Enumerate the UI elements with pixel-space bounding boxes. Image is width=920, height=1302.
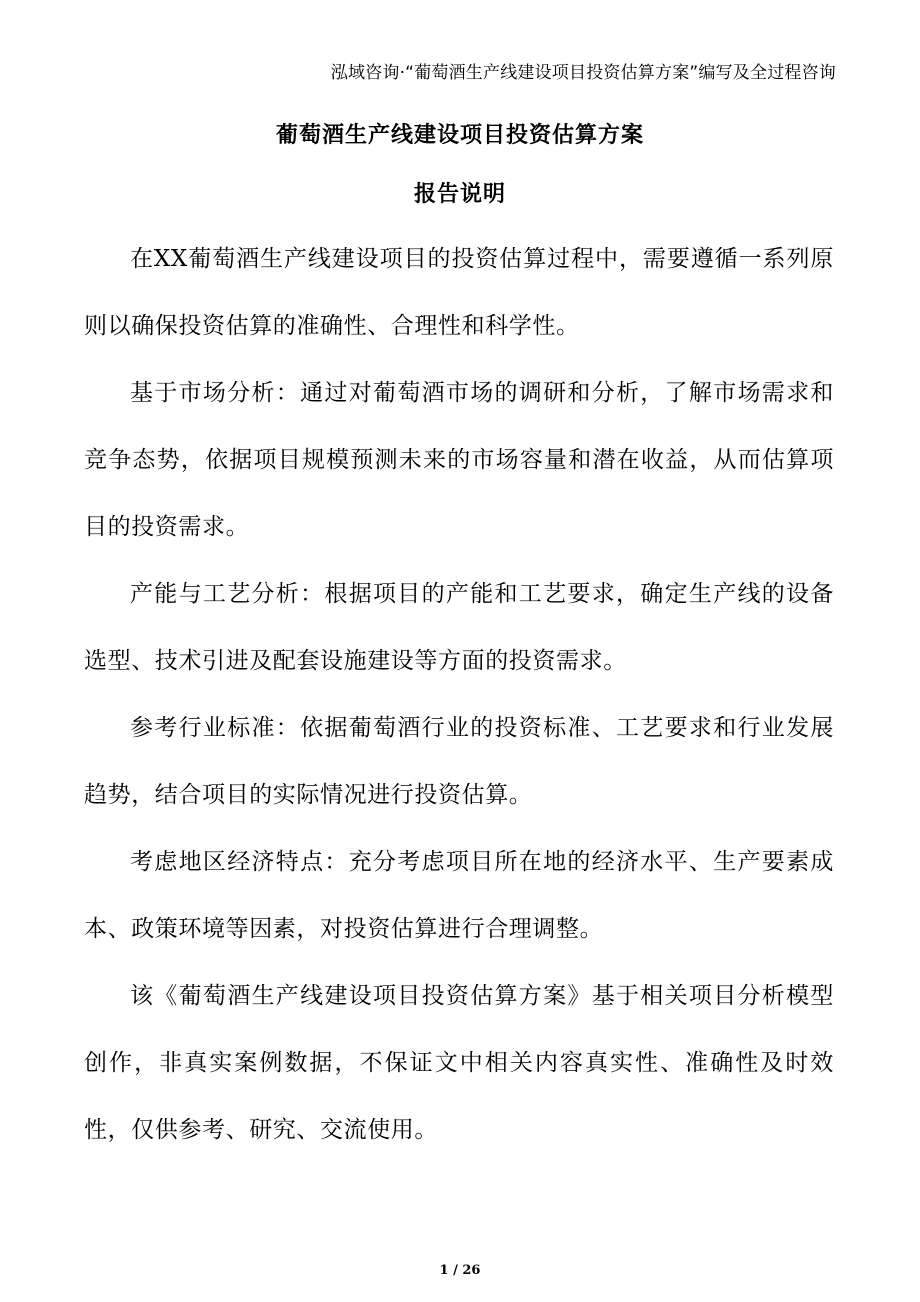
document-body [84,226,834,1164]
paragraph-market-analysis: 基于市场分析：通过对葡萄酒市场的调研和分析，了解市场需求和竞争态势，依据项目规模预测未来的市场容量和潜在收益，从而估算项目的投资需求。 [84,380,834,540]
document-title: 葡萄酒生产线建设项目投资估算方案 [275,123,644,148]
paragraph-disclaimer: 该《葡萄酒生产线建设项目投资估算方案》基于相关项目分析模型创作，非真实案例数据，不保证文中相关内容真实性、准确性及时效性，仅供参考、研究、交流使用。 [84,983,834,1143]
page-number: 1 / 26 [439,1263,481,1278]
paragraph-industry-standards: 参考行业标准：依据葡萄酒行业的投资标准、工艺要求和行业发展趋势，结合项目的实际情况进行投资估算。 [84,715,834,808]
paragraph-intro: 在XX葡萄酒生产线建设项目的投资估算过程中，需要遵循一系列原则以确保投资估算的准确性、合理性和科学性。 [84,246,834,339]
paragraph-capacity-process: 产能与工艺分析：根据项目的产能和工艺要求，确定生产线的设备选型、技术引进及配套设施建设等方面的投资需求。 [84,581,834,674]
paragraph-regional-economy: 考虑地区经济特点：充分考虑项目所在地的经济水平、生产要素成本、政策环境等因素，对投资估算进行合理调整。 [84,849,834,942]
document-subtitle: 报告说明 [413,182,506,207]
running-header: 泓域咨询·“葡萄酒生产线建设项目投资估算方案”编写及全过程咨询 [330,63,836,83]
